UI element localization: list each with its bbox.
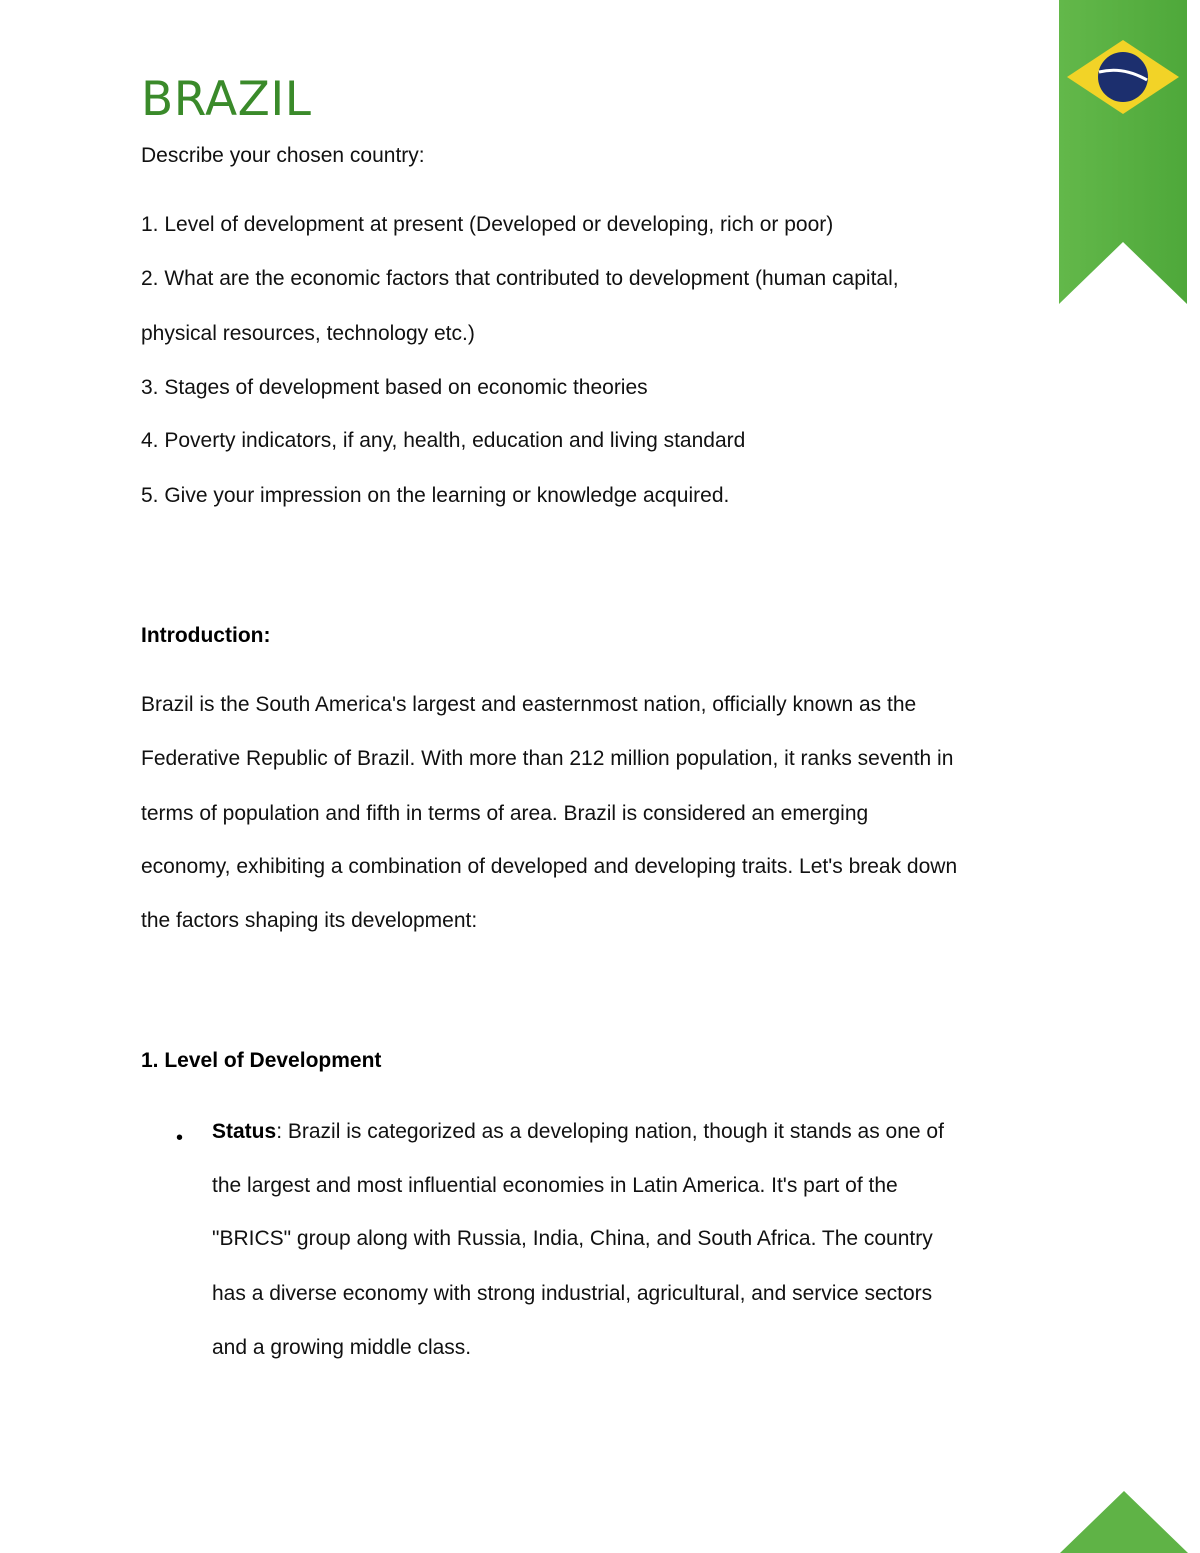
- introduction-heading: Introduction:: [141, 624, 271, 647]
- status-line: "BRICS" group along with Russia, India, China, and South Africa. The country: [212, 1227, 933, 1250]
- status-label: Status: [212, 1120, 277, 1143]
- question-item: 3. Stages of development based on economic theories: [141, 376, 648, 399]
- introduction-line: the factors shaping its development:: [141, 909, 478, 932]
- document-title: BRAZIL: [141, 72, 312, 127]
- bullet-icon: •: [176, 1127, 184, 1149]
- status-line: and a growing middle class.: [212, 1336, 472, 1359]
- question-item: 1. Level of development at present (Developed or developing, rich or poor): [141, 213, 834, 236]
- question-item: 4. Poverty indicators, if any, health, education and living standard: [141, 429, 746, 452]
- question-item-continuation: physical resources, technology etc.): [141, 322, 475, 345]
- status-line: has a diverse economy with strong industrial, agricultural, and service sectors: [212, 1282, 933, 1305]
- status-text: : Brazil is categorized as a developing nation, though it stands as one of: [276, 1120, 944, 1143]
- corner-decoration: [1060, 1491, 1188, 1553]
- status-paragraph-first-line: [212, 1118, 944, 1146]
- introduction-line: terms of population and fifth in terms of area. Brazil is considered an emerging: [141, 802, 869, 825]
- status-line: the largest and most influential economies in Latin America. It's part of the: [212, 1174, 898, 1197]
- question-item: 2. What are the economic factors that contributed to development (human capital,: [141, 267, 899, 290]
- prompt-text: Describe your chosen country:: [141, 144, 425, 167]
- question-item: 5. Give your impression on the learning or knowledge acquired.: [141, 484, 730, 507]
- section-heading-level-of-development: 1. Level of Development: [141, 1049, 382, 1072]
- introduction-line: Brazil is the South America's largest and easternmost nation, officially known as the: [141, 693, 917, 716]
- introduction-line: Federative Republic of Brazil. With more than 212 million population, it ranks seventh in: [141, 747, 954, 770]
- flag-ribbon: [1059, 0, 1187, 304]
- introduction-line: economy, exhibiting a combination of developed and developing traits. Let's break down: [141, 855, 958, 878]
